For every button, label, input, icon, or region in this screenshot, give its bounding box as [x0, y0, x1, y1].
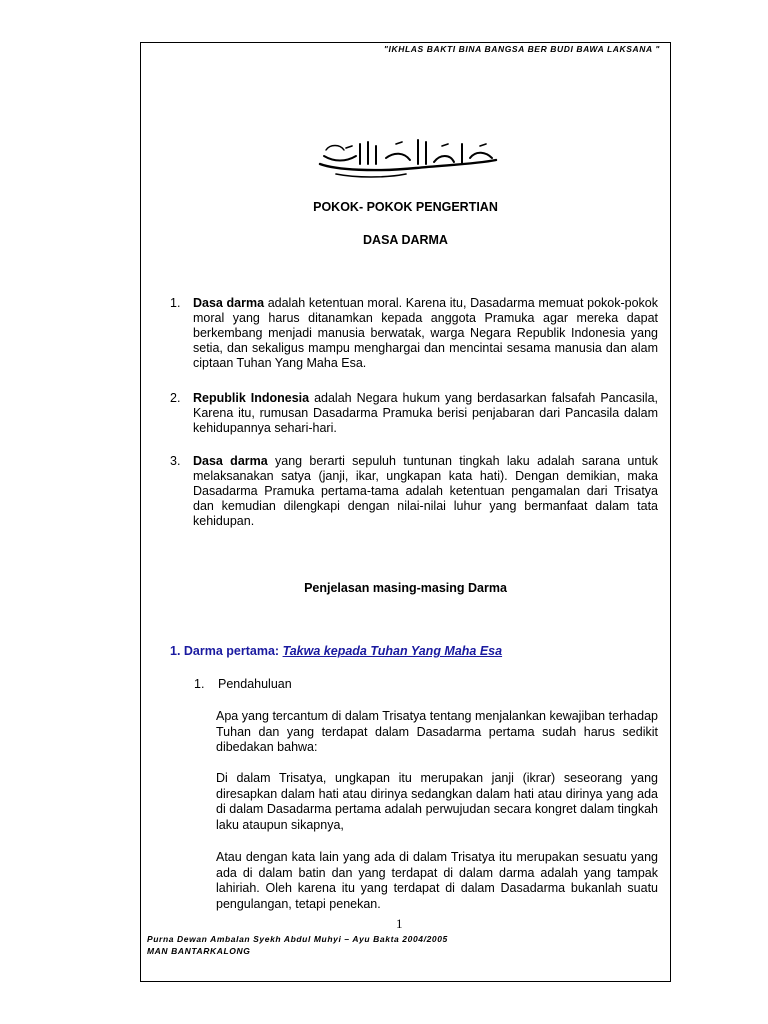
point-keyword: Republik Indonesia	[193, 391, 310, 405]
document-title: POKOK- POKOK PENGERTIAN	[313, 200, 498, 214]
point-text: adalah Negara hukum yang berdasarkan falsafah Pancasila, Karena itu, rumusan Dasadarma Pramuka berisi penjabaran dari Pancasila dalam kehidupannya sehari-hari.	[193, 391, 658, 435]
subsection-heading	[194, 677, 292, 691]
point-keyword: Dasa darma	[193, 454, 268, 468]
point-number: 2.	[170, 391, 181, 405]
point-text: yang berarti sepuluh tuntunan tingkah laku adalah sarana untuk melaksanakan satya (janji, ikar, ungkapan kata hati). Dengan demikian, maka Dasadarma Pramuka pertama-tama adalah ketentuan pengamalan dari Trisatya dan kemudian dilengkapi dengan nilai-nilai luhur yang bermanfaat dalam tata kehidupan.	[193, 454, 659, 528]
section-title: Penjelasan masing-masing Darma	[304, 581, 507, 595]
paragraph-1: Apa yang tercantum di dalam Trisatya tentang menjalankan kewajiban terhadap Tuhan dan yang terdapat dalam Dasadarma pertama sudah harus sedikit dibedakan bahwa:	[216, 709, 658, 754]
header-motto: "IKHLAS BAKTI BINA BANGSA BER BUDI BAWA LAKSANA "	[383, 44, 660, 54]
footer	[147, 933, 448, 957]
point-keyword: Dasa darma	[193, 296, 265, 310]
paragraph-3: Atau dengan kata lain yang ada di dalam Trisatya itu merupakan sesuatu yang ada di dalam batin dan yang terdapat di dalam darma adalah yang tampak lahiriah. Oleh karena itu yang terdapat di dalam Dasadarma bukanlah suatu pengulangan, tetapi penekan.	[216, 850, 658, 911]
document-subtitle: DASA DARMA	[363, 233, 448, 247]
subsection-number: 1.	[194, 677, 205, 691]
subsection-label: Pendahuluan	[218, 677, 292, 691]
paragraph-2: Di dalam Trisatya, ungkapan itu merupakan janji (ikrar) seseorang yang diresapkan dalam hati atau dirinya sedangkan dalam hati atau dirinya yang ada di dalam Dasadarma pertama adalah perwujudan secara kongret dalam tingkah laku ataupun sikapnya,	[216, 771, 658, 832]
footer-line-2: MAN BANTARKALONG	[147, 946, 251, 956]
point-number: 3.	[170, 454, 181, 468]
bismillah-calligraphy	[316, 134, 500, 180]
darma-link[interactable]: Takwa kepada Tuhan Yang Maha Esa	[282, 644, 503, 658]
page-number: 1	[396, 916, 403, 931]
point-number: 1.	[170, 296, 181, 310]
footer-line-1: Purna Dewan Ambalan Syekh Abdul Muhyi – Ayu Bakta 2004/2005	[147, 934, 448, 944]
point-text: adalah ketentuan moral. Karena itu, Dasadarma memuat pokok-pokok moral yang harus ditanamkan kepada anggota Pramuka agar mereka dapat berkembang menjadi manusia berwatak, warga Negara Republik Indonesia yang setia, dan sekaligus mampu menghargai dan mencintai sesama manusia dan alam ciptaan Tuhan Yang Maha Esa.	[193, 296, 658, 370]
darma-heading	[170, 644, 502, 658]
darma-label: 1. Darma pertama:	[170, 644, 280, 658]
